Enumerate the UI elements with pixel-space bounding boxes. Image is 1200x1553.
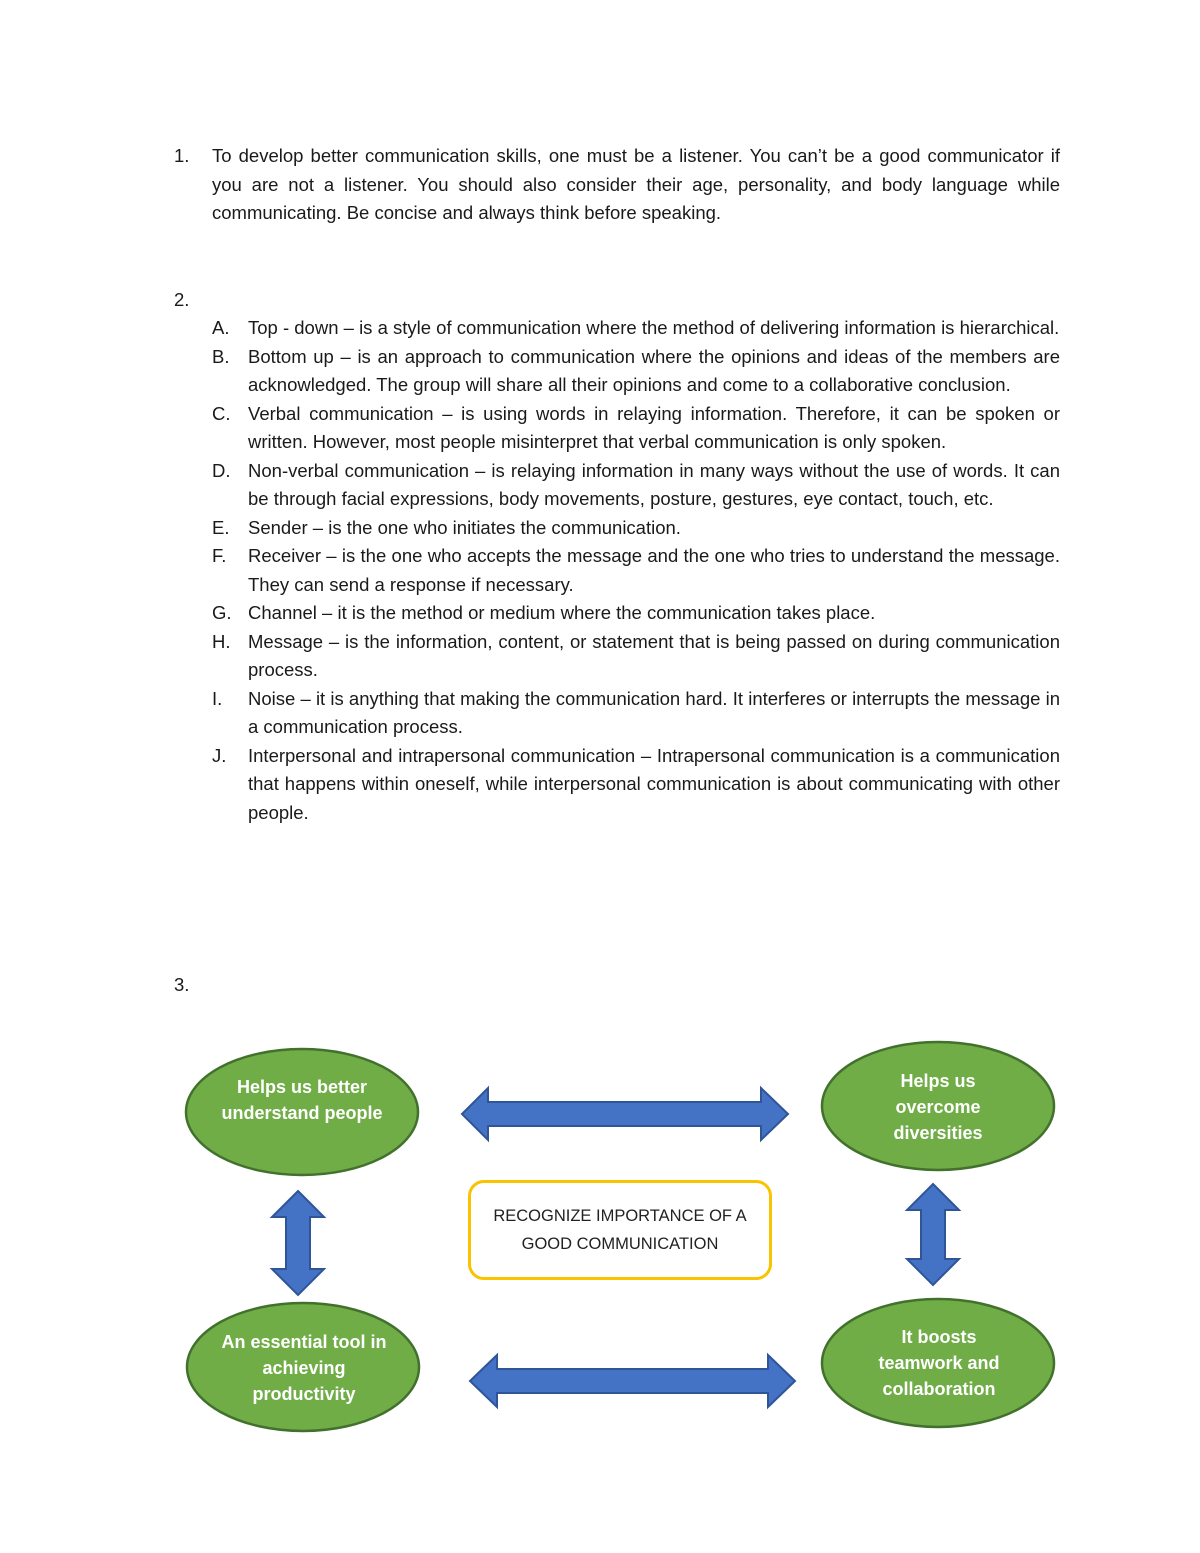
question-2-number: 2.: [174, 289, 190, 310]
definition-letter: G.: [212, 602, 232, 623]
arrow-right-vertical: [907, 1184, 959, 1285]
definition-letter: D.: [212, 459, 231, 481]
definition-letter: H.: [212, 630, 231, 652]
definition-text: Non-verbal communication – is relaying information in many ways without the use of words. It can be through facial expressions, body movements, posture, gestures, eye contact, touch, etc.: [248, 459, 1060, 509]
center-title-box: [468, 1180, 772, 1280]
definition-letter: C.: [212, 402, 231, 424]
definition-text: Verbal communication – is using words in relaying information. Therefore, it can be spoken or written. However, most people misinterpret that verbal communication is only spoken.: [248, 402, 1060, 452]
arrow-top-horizontal: [462, 1088, 788, 1140]
definition-text: Message – is the information, content, or statement that is being passed on during communication process.: [248, 630, 1060, 680]
center-title: RECOGNIZE IMPORTANCE OF A GOOD COMMUNICATION: [493, 1207, 747, 1253]
definition-text: Receiver – is the one who accepts the message and the one who tries to understand the message. They can send a response if necessary.: [248, 545, 1060, 595]
arrow-bottom-horizontal: [470, 1355, 795, 1407]
ellipse-top-left-label: Helps us better understand people: [221, 1077, 383, 1123]
definition-letter: A.: [212, 317, 230, 338]
ellipse-top-right-label: Helps us overcome diversities: [893, 1071, 983, 1143]
definition-text: Sender – is the one who initiates the communication.: [248, 516, 681, 538]
definition-letter: J.: [212, 744, 227, 766]
ellipse-bottom-left-label: An essential tool in achieving productivity: [221, 1332, 387, 1404]
definition-letter: E.: [212, 516, 230, 538]
question-1-number: 1.: [174, 145, 190, 166]
definition-letter: F.: [212, 545, 227, 566]
ellipse-bottom-right-label: It boosts teamwork and collaboration: [878, 1327, 1000, 1399]
question-1-answer: To develop better communication skills, one must be a listener. You can’t be a good communicator if you are not a listener. You should also consider their age, personality, and body language while communicating. Be concise and always think before speaking.: [212, 145, 1060, 223]
question-3-number: 3.: [174, 974, 190, 995]
definition-text: Noise – it is anything that making the communication hard. It interferes or interrupts the message in a communication process.: [248, 687, 1060, 737]
definition-letter: I.: [212, 687, 223, 709]
definition-text: Interpersonal and intrapersonal communication – Intrapersonal communication is a communication that happens within oneself, while interpersonal communication is about communicating with other people.: [248, 744, 1060, 823]
arrow-left-vertical: [272, 1191, 324, 1295]
definition-letter: B.: [212, 345, 230, 367]
definition-text: Channel – it is the method or medium where the communication takes place.: [248, 602, 876, 623]
definition-text: Bottom up – is an approach to communication where the opinions and ideas of the members are acknowledged. The group will share all their opinions and come to a collaborative conclusion.: [248, 345, 1060, 395]
definition-text: Top - down – is a style of communication where the method of delivering information is hierarchical.: [248, 317, 1060, 338]
